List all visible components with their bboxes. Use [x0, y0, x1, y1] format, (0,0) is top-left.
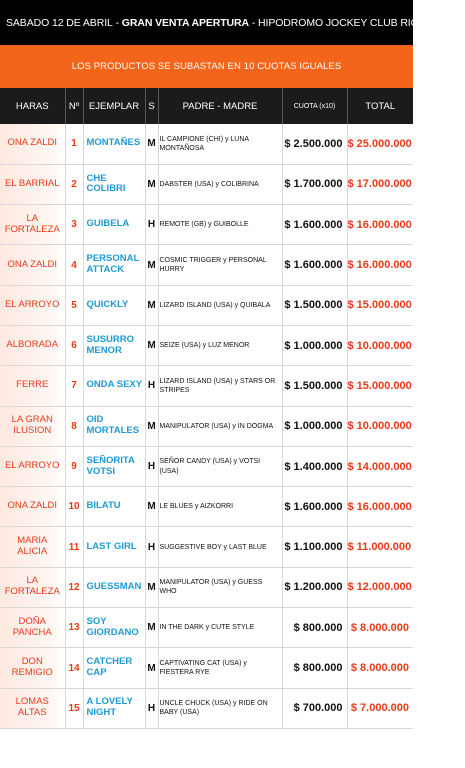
table-row — [0, 567, 413, 607]
pedigree-cell: MANIPULATOR (USA) y GUESS WHO — [158, 567, 282, 607]
sex-cell: M — [145, 608, 158, 648]
column-header-padres: PADRE - MADRE — [158, 88, 282, 124]
pedigree-cell: REMOTE (GB) y GUIBOLLE — [158, 205, 282, 245]
haras-cell: EL BARRIAL — [0, 164, 65, 204]
horse-name-cell: GUIBELA — [83, 205, 145, 245]
table-body — [0, 124, 413, 728]
horse-name-cell: SUSURRO MENOR — [83, 325, 145, 365]
sex-cell: M — [145, 487, 158, 527]
lot-number-cell: 2 — [65, 164, 83, 204]
total-price-cell: $ 7.000.000 — [347, 688, 413, 728]
installment-price-cell: $ 1.600.000 — [282, 487, 347, 527]
sex-cell: H — [145, 205, 158, 245]
sex-cell: H — [145, 527, 158, 567]
lot-number-cell: 6 — [65, 325, 83, 365]
lot-number-cell: 14 — [65, 648, 83, 688]
haras-cell: DON REMIGIO — [0, 648, 65, 688]
horse-name-cell: SEÑORITA VOTSI — [83, 446, 145, 486]
table-header-row — [0, 88, 413, 124]
sex-cell: H — [145, 446, 158, 486]
sex-cell: M — [145, 124, 158, 164]
lot-number-cell: 12 — [65, 567, 83, 607]
lot-number-cell: 1 — [65, 124, 83, 164]
total-price-cell: $ 8.000.000 — [347, 608, 413, 648]
event-header — [0, 0, 465, 45]
haras-cell: LOMAS ALTAS — [0, 688, 65, 728]
sex-cell: H — [145, 366, 158, 406]
total-price-cell: $ 14.000.000 — [347, 446, 413, 486]
table-row — [0, 527, 413, 567]
pedigree-cell: DABSTER (USA) y COLIBRINA — [158, 164, 282, 204]
installments-banner — [0, 45, 413, 88]
header-separator: - — [112, 16, 122, 29]
haras-cell: ALBORADA — [0, 325, 65, 365]
pedigree-cell: LE BLUES y AIZKORRI — [158, 487, 282, 527]
lot-number-cell: 11 — [65, 527, 83, 567]
horse-name-cell: GUESSMAN — [83, 567, 145, 607]
total-price-cell: $ 8.000.000 — [347, 648, 413, 688]
horse-name-cell: MONTAÑES — [83, 124, 145, 164]
horse-name-cell: SOY GIORDANO — [83, 608, 145, 648]
installment-price-cell: $ 1.600.000 — [282, 205, 347, 245]
table-row — [0, 245, 413, 285]
table-row — [0, 325, 413, 365]
total-price-cell: $ 17.000.000 — [347, 164, 413, 204]
installment-price-cell: $ 1.200.000 — [282, 567, 347, 607]
total-price-cell: $ 25.000.000 — [347, 124, 413, 164]
table-row — [0, 164, 413, 204]
installment-price-cell: $ 2.500.000 — [282, 124, 347, 164]
horse-name-cell: CHE COLIBRI — [83, 164, 145, 204]
haras-cell: EL ARROYO — [0, 285, 65, 325]
table-row — [0, 366, 413, 406]
total-price-cell: $ 12.000.000 — [347, 567, 413, 607]
lot-number-cell: 15 — [65, 688, 83, 728]
sex-cell: M — [145, 245, 158, 285]
total-price-cell: $ 16.000.000 — [347, 205, 413, 245]
pedigree-cell: MANIPULATOR (USA) y IN DOGMA — [158, 406, 282, 446]
pedigree-cell: LIZARD ISLAND (USA) y QUIBALA — [158, 285, 282, 325]
total-price-cell: $ 15.000.000 — [347, 366, 413, 406]
column-header-total: TOTAL — [347, 88, 413, 124]
installment-price-cell: $ 800.000 — [282, 648, 347, 688]
installment-price-cell: $ 1.000.000 — [282, 325, 347, 365]
haras-cell: FERRE — [0, 366, 65, 406]
installment-price-cell: $ 700.000 — [282, 688, 347, 728]
haras-cell: ONA ZALDI — [0, 124, 65, 164]
table-row — [0, 406, 413, 446]
total-price-cell: $ 15.000.000 — [347, 285, 413, 325]
header-separator: - — [249, 16, 259, 29]
lot-number-cell: 3 — [65, 205, 83, 245]
column-header-haras: HARAS — [0, 88, 65, 124]
installment-price-cell: $ 1.100.000 — [282, 527, 347, 567]
horse-name-cell: A LOVELY NIGHT — [83, 688, 145, 728]
total-price-cell: $ 11.000.000 — [347, 527, 413, 567]
table-row — [0, 446, 413, 486]
table-row — [0, 688, 413, 728]
pedigree-cell: CAPTIVATING CAT (USA) y FIESTERA RYE — [158, 648, 282, 688]
horse-name-cell: OID MORTALES — [83, 406, 145, 446]
horse-name-cell: BILATU — [83, 487, 145, 527]
total-price-cell: $ 16.000.000 — [347, 245, 413, 285]
installment-price-cell: $ 1.500.000 — [282, 366, 347, 406]
lot-number-cell: 4 — [65, 245, 83, 285]
table-row — [0, 205, 413, 245]
pedigree-cell: SUGGESTIVE BOY y LAST BLUE — [158, 527, 282, 567]
pedigree-cell: SEIZE (USA) y LUZ MENOR — [158, 325, 282, 365]
table-row — [0, 648, 413, 688]
lot-number-cell: 8 — [65, 406, 83, 446]
haras-cell: EL ARROYO — [0, 446, 65, 486]
haras-cell: LA FORTALEZA — [0, 567, 65, 607]
haras-cell: ONA ZALDI — [0, 487, 65, 527]
pedigree-cell: SEÑOR CANDY (USA) y VOTSI (USA) — [158, 446, 282, 486]
installment-price-cell: $ 1.000.000 — [282, 406, 347, 446]
sex-cell: M — [145, 325, 158, 365]
auction-lots-table — [0, 88, 413, 729]
pedigree-cell: LIZARD ISLAND (USA) y STARS OR STRIPES — [158, 366, 282, 406]
lot-number-cell: 7 — [65, 366, 83, 406]
pedigree-cell: UNCLE CHUCK (USA) y RIDE ON BABY (USA) — [158, 688, 282, 728]
table-row — [0, 285, 413, 325]
horse-name-cell: PERSONAL ATTACK — [83, 245, 145, 285]
installment-price-cell: $ 1.500.000 — [282, 285, 347, 325]
haras-cell: LA FORTALEZA — [0, 205, 65, 245]
event-name: GRAN VENTA APERTURA — [121, 16, 249, 29]
lot-number-cell: 10 — [65, 487, 83, 527]
pedigree-cell: COSMIC TRIGGER y PERSONAL HURRY — [158, 245, 282, 285]
sex-cell: M — [145, 285, 158, 325]
pedigree-cell: IN THE DARK y CUTE STYLE — [158, 608, 282, 648]
sex-cell: M — [145, 648, 158, 688]
column-header-ejemplar: EJEMPLAR — [83, 88, 145, 124]
installments-note: LOS PRODUCTOS SE SUBASTAN EN 10 CUOTAS IGUALES — [71, 61, 342, 72]
haras-cell: MARIA ALICIA — [0, 527, 65, 567]
pedigree-cell: IL CAMPIONE (CHI) y LUNA MONTAÑOSA — [158, 124, 282, 164]
installment-price-cell: $ 1.400.000 — [282, 446, 347, 486]
column-header-cuota: CUOTA (x10) — [282, 88, 347, 124]
total-price-cell: $ 10.000.000 — [347, 325, 413, 365]
lot-number-cell: 9 — [65, 446, 83, 486]
haras-cell: LA GRAN ILUSION — [0, 406, 65, 446]
table-row — [0, 487, 413, 527]
horse-name-cell: LAST GIRL — [83, 527, 145, 567]
event-venue: HIPODROMO JOCKEY CLUB RIO CUARTO — [258, 16, 465, 29]
sex-cell: M — [145, 567, 158, 607]
lot-number-cell: 13 — [65, 608, 83, 648]
horse-name-cell: QUICKLY — [83, 285, 145, 325]
column-header-number: Nº — [65, 88, 83, 124]
event-date: SABADO 12 DE ABRIL — [6, 16, 113, 29]
total-price-cell: $ 10.000.000 — [347, 406, 413, 446]
table-row — [0, 124, 413, 164]
table-row — [0, 608, 413, 648]
haras-cell: DOÑA PANCHA — [0, 608, 65, 648]
total-price-cell: $ 16.000.000 — [347, 487, 413, 527]
column-header-sexo: S — [145, 88, 158, 124]
sex-cell: H — [145, 688, 158, 728]
horse-name-cell: ONDA SEXY — [83, 366, 145, 406]
sex-cell: M — [145, 164, 158, 204]
lot-number-cell: 5 — [65, 285, 83, 325]
horse-name-cell: CATCHER CAP — [83, 648, 145, 688]
sex-cell: M — [145, 406, 158, 446]
installment-price-cell: $ 1.700.000 — [282, 164, 347, 204]
installment-price-cell: $ 1.600.000 — [282, 245, 347, 285]
installment-price-cell: $ 800.000 — [282, 608, 347, 648]
haras-cell: ONA ZALDI — [0, 245, 65, 285]
